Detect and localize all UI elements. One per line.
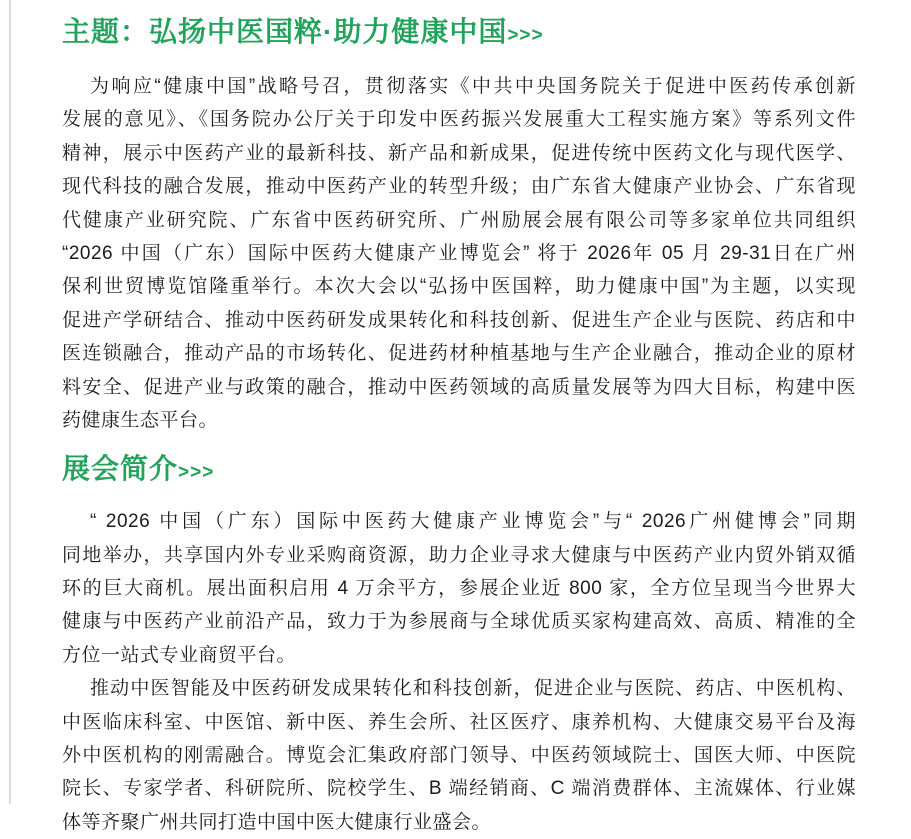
paragraph-line: 院长、专家学者、科研院所、院校学生、B 端经销商、C 端消费群体、主流媒体、行业媒 [62,778,856,800]
paragraph-line: 方位一站式专业商贸平台。 [62,644,297,666]
paragraph-line: 中医临床科室、中医馆、新中医、养生会所、社区医疗、康养机构、大健康交易平台及海 [62,711,856,733]
paragraph-line: 代健康产业研究院、广东省中医药研究所、广州励展会展有限公司等多家单位共同组织 [62,209,856,231]
paragraph-line: 环的巨大商机。展出面积启用 4 万余平方，参展企业近 800 家，全方位呈现当今世界大 [62,578,856,600]
paragraph-line: 精神，展示中医药产业的最新科技、新产品和新成果，促进传统中医药文化与现代医学、 [62,142,856,164]
paragraph-line: “2026 中国（广东）国际中医药大健康产业博览会” 将于 2026年 05 月 29-31日在广州 [62,242,856,264]
chevrons-decoration: >>> [178,462,215,484]
paragraph-line: 医连锁融合，推动产品的市场转化、促进药材种植基地与生产企业融合，推动企业的原材 [62,343,856,365]
document-content [62,12,856,839]
chevrons-decoration: >>> [507,25,544,46]
paragraph-line: 现代科技的融合发展，推动中医药产业的转型升级；由广东省大健康产业协会、广东省现 [62,176,856,198]
paragraph-line: 健康与中医药产业前沿产品，致力于为参展商与全球优质买家构建高效、高质、精准的全 [62,611,856,633]
section-heading-intro-text: 展会简介 [62,453,179,485]
paragraph-line: “ 2026 中国（广东）国际中医药大健康产业博览会”与“ 2026广州健博会”同期 [90,511,856,533]
paragraph-line: 同地举办，共享国内外专业采购商资源，助力企业寻求大健康与中医药产业内贸外销双循 [62,544,856,566]
paragraph-line: 发展的意见》、《国务院办公厅关于印发中医药振兴发展重大工程实施方案》等系列文件 [62,109,856,131]
paragraph-line: 体等齐聚广州共同打造中国中医大健康行业盛会。 [62,811,492,833]
section-heading-intro [62,451,856,491]
paragraph-line: 保利世贸博览馆隆重举行。本次大会以“弘扬中医国粹，助力健康中国”为主题，以实现 [62,276,856,298]
section-heading-theme [62,14,856,54]
paragraph-line: 为响应“健康中国”战略号召，贯彻落实《中共中央国务院关于促进中医药传承创新 [90,76,856,97]
paragraph-line: 促进产学研结合、推动中医药研发成果转化和科技创新、促进生产企业与医院、药店和中 [62,309,856,331]
theme-paragraph [62,70,856,437]
paragraph-line: 外中医机构的刚需融合。博览会汇集政府部门领导、中医药领域院士、国医大师、中医院 [62,745,856,767]
paragraph-line: 料安全、促进产业与政策的融合，推动中医药领域的高质量发展等为四大目标，构建中医 [62,376,856,398]
section-heading-theme-text: 主题：弘扬中医国粹·助力健康中国 [62,16,508,47]
intro-paragraph-1 [62,505,856,672]
intro-paragraph-2 [62,672,856,839]
page-edge-line [9,0,11,804]
paragraph-line: 药健康生态平台。 [62,409,219,431]
paragraph-line: 推动中医智能及中医药研发成果转化和科技创新，促进企业与医院、药店、中医机构、 [90,678,856,700]
